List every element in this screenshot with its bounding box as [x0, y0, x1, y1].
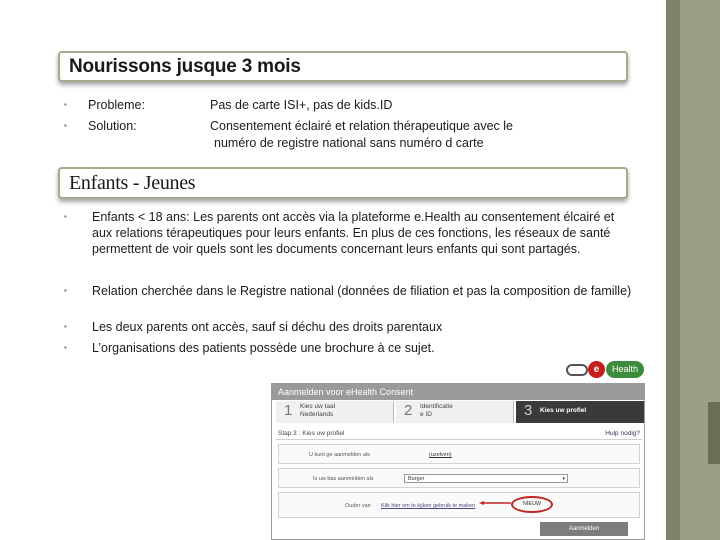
login-button[interactable]: Aanmelden	[540, 522, 628, 536]
step-label-line2: e ID	[420, 411, 432, 418]
ehealth-consent-screenshot	[271, 383, 645, 540]
profile-row-self	[278, 444, 640, 464]
step-2-identification[interactable]	[396, 401, 514, 423]
bullet-marker: ▪	[64, 322, 67, 331]
select-value: Burger	[408, 476, 425, 482]
bullet-parents-access: Les deux parents ont accès, sauf si déchu des droits parentaux	[92, 320, 443, 334]
section-title-children	[58, 167, 628, 199]
solution-text-line2: numéro de registre national sans numéro d carte	[214, 136, 484, 150]
screenshot-subheader	[276, 429, 642, 440]
solution-label: Solution:	[88, 119, 137, 133]
step-label: Kies uw profiel	[540, 407, 587, 414]
section-title-infants-text: Nourissons jusque 3 mois	[69, 55, 301, 77]
row-label: Ouder van	[345, 503, 371, 509]
bullet-children-access: Enfants < 18 ans: Les parents ont accès via la plateforme e.Health au consentement élcairé et aux relations térapeutiques pour leurs enfants. En plus de ces fonctions, les réseaux de santé permettent de voir quels sont les documents concernant leurs enfants qui sont partagés.	[92, 210, 615, 256]
profile-row-parent	[278, 492, 640, 518]
step-number: 1	[284, 402, 293, 419]
profile-select[interactable]	[404, 474, 568, 483]
section-title-infants	[58, 51, 628, 82]
bullet-marker: ▪	[64, 100, 67, 109]
step-label-line1: Identificatie	[420, 403, 453, 410]
row-label: U kunt ge aanmelden als	[309, 452, 370, 458]
profile-row-select	[278, 468, 640, 488]
bullet-patient-organisation: L’organisations des patients possède une brochure à ce sujet.	[92, 341, 435, 355]
bullet-marker: ▪	[64, 343, 67, 352]
solution-text-line1: Consentement éclairé et relation thérapeutique avec le	[210, 119, 513, 133]
step-label	[300, 403, 335, 419]
step-label-line2: Nederlands	[300, 411, 334, 418]
parent-link[interactable]: Klik hier om te kijken gebruik te maken	[381, 503, 476, 509]
new-badge: NIEUW	[511, 496, 553, 513]
ehealth-logo	[566, 358, 646, 382]
step-number: 2	[404, 402, 413, 419]
logo-e-badge: e	[588, 361, 605, 378]
bullet-national-register: Relation cherchée dans le Registre national (données de filiation et pas la composition de famille)	[92, 284, 632, 298]
problem-text: Pas de carte ISI+, pas de kids.ID	[210, 98, 393, 112]
bullet-marker: ▪	[64, 286, 67, 295]
row-label: Is uw bas aanmelden als	[313, 476, 374, 482]
logo-oval-icon	[566, 364, 588, 376]
screenshot-header: Aanmelden voor eHealth Consent	[272, 384, 644, 400]
chevron-down-icon: ▾	[562, 476, 565, 482]
section-title-children-text: Enfants - Jeunes	[69, 171, 196, 194]
step-label	[420, 403, 453, 419]
problem-label: Probleme:	[88, 98, 145, 112]
help-link[interactable]: Hulp nodig?	[605, 430, 640, 437]
logo-health-badge: Health	[606, 361, 644, 378]
step-1-language[interactable]	[276, 401, 394, 423]
right-accent-block	[708, 402, 720, 464]
step-number: 3	[524, 402, 533, 419]
step-label-line1: Kies uw taal	[300, 403, 336, 410]
arrow-left-icon	[479, 501, 511, 505]
right-sidebar-shade	[666, 0, 680, 540]
bullet-marker: ▪	[64, 212, 67, 221]
step-heading: Stap 3 : Kies uw profiel	[278, 430, 345, 437]
bullet-marker: ▪	[64, 121, 67, 130]
step-3-profile[interactable]	[516, 401, 644, 423]
self-link[interactable]: (uzelven)	[429, 452, 452, 458]
